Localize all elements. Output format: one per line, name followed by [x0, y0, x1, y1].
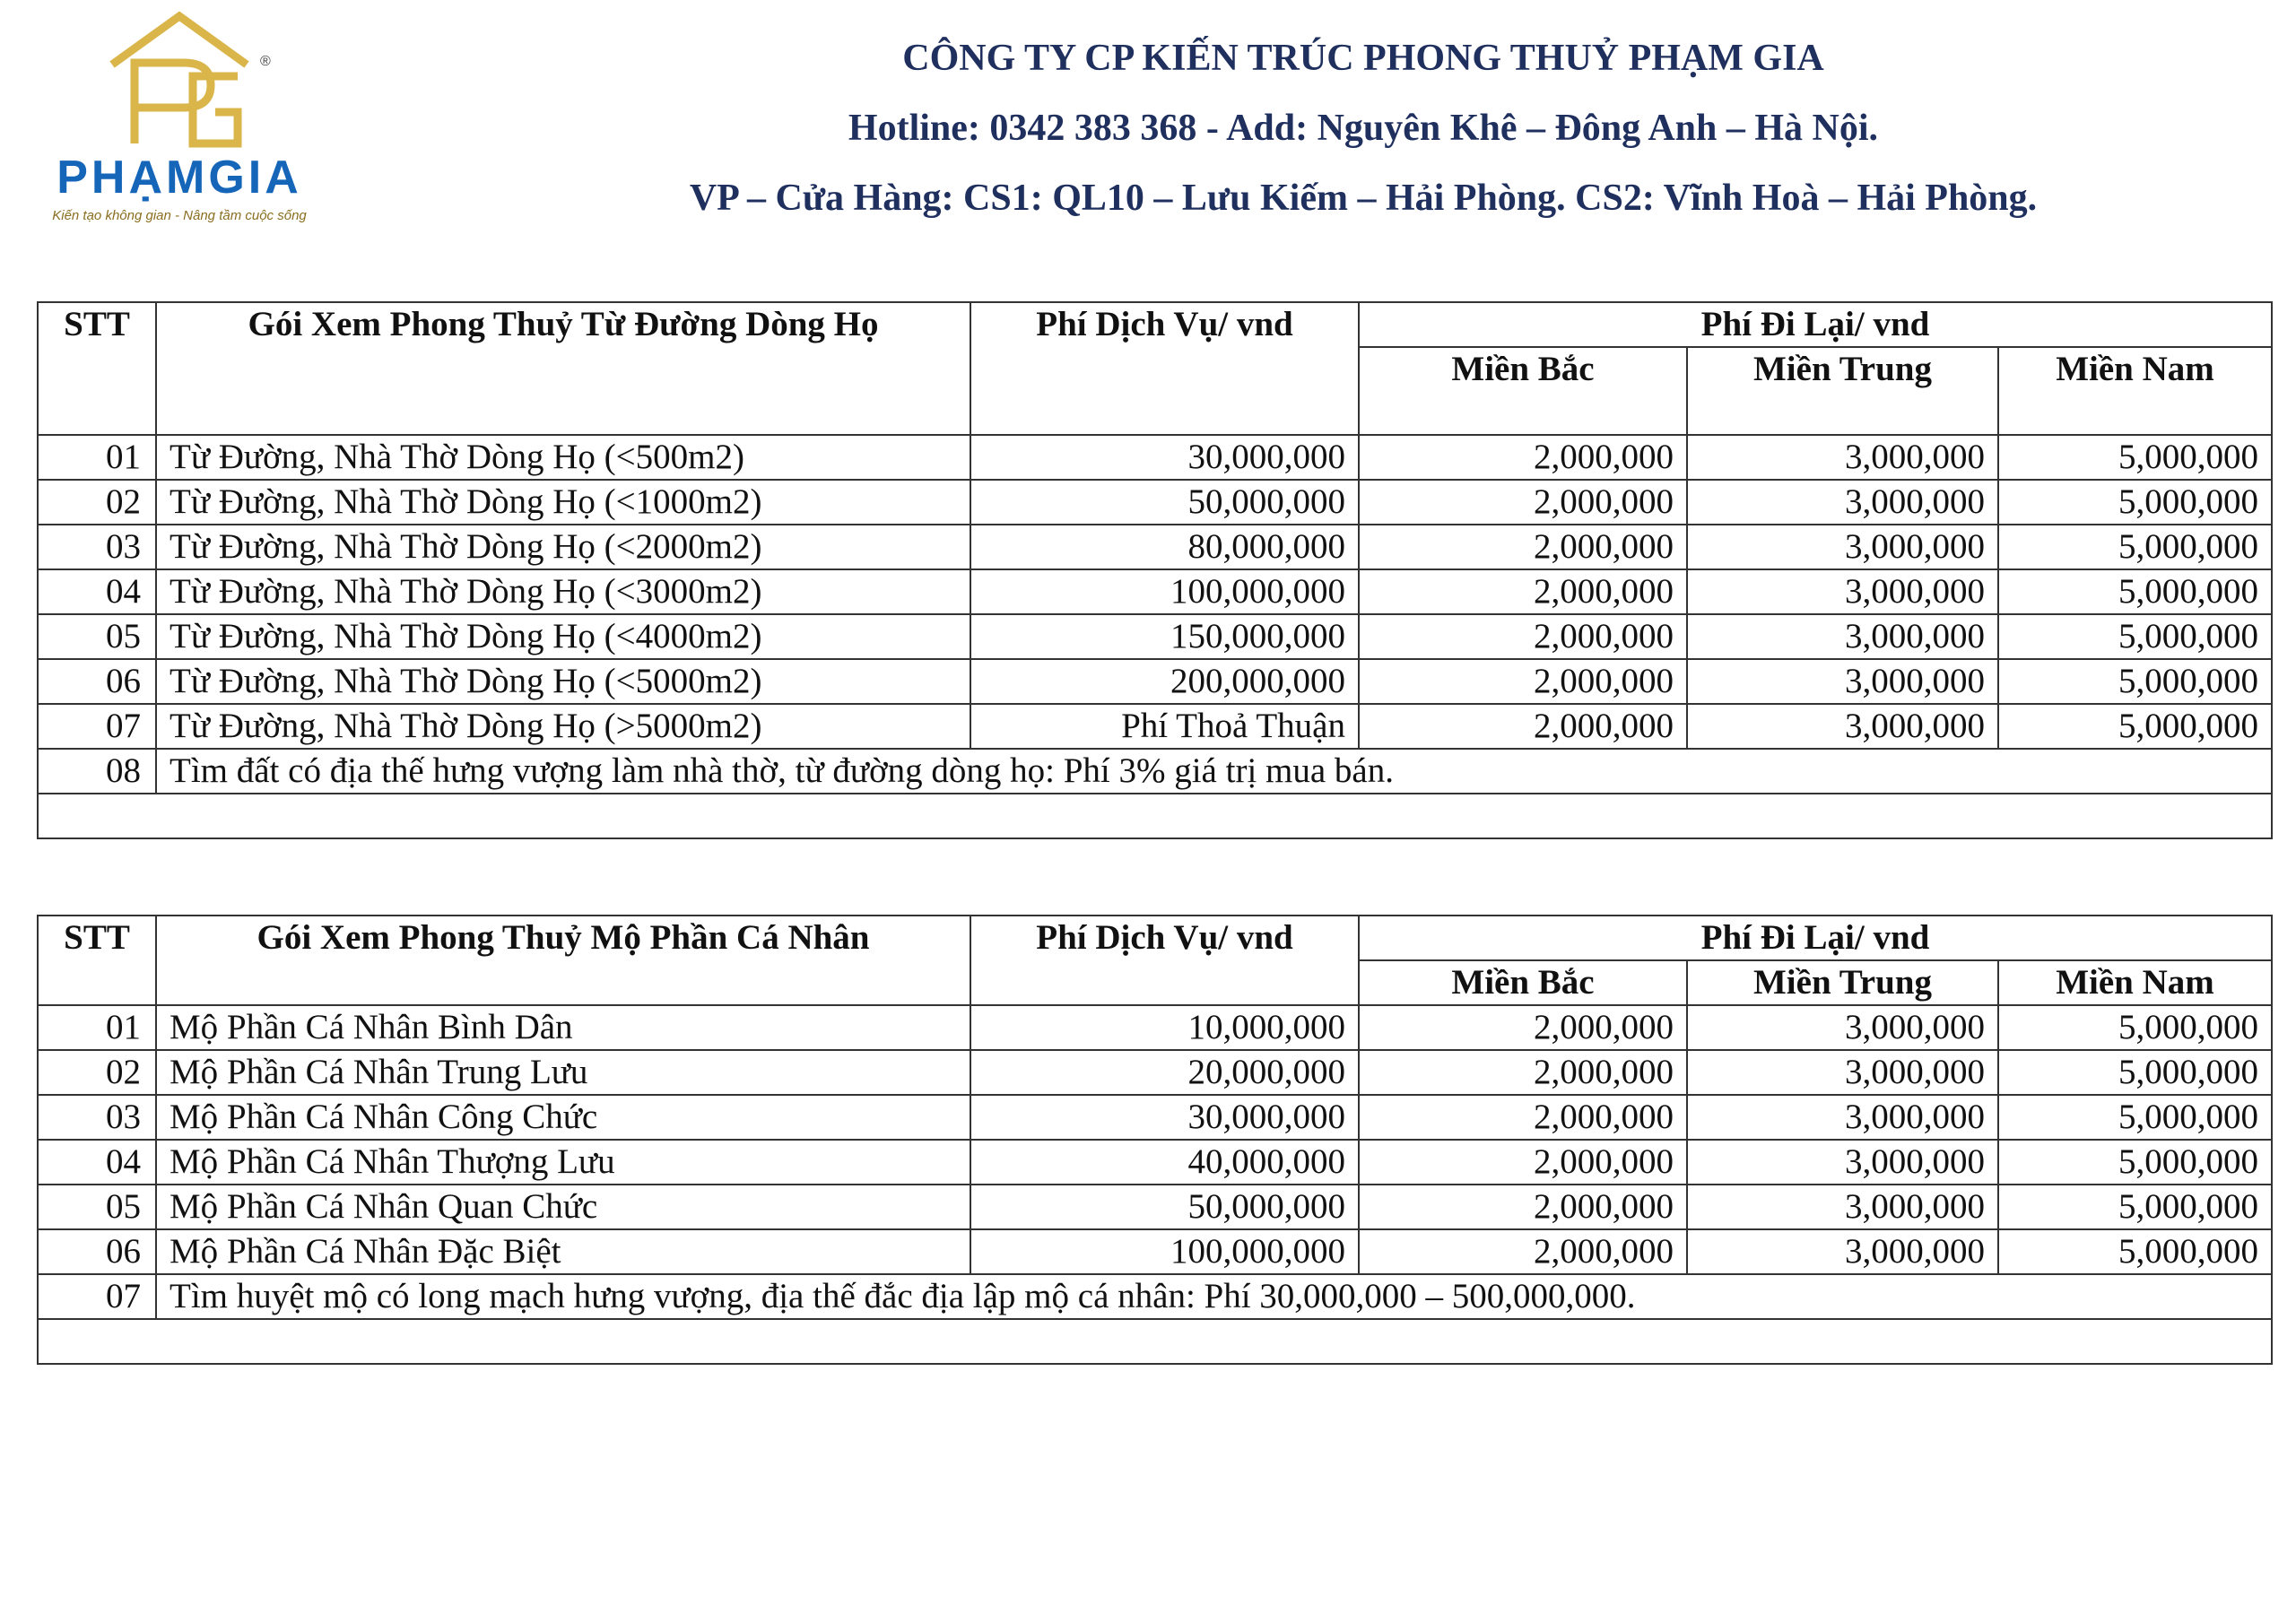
- table-row: [38, 1050, 2272, 1095]
- north-header: Miền Bắc: [1359, 347, 1687, 435]
- stt-cell: 07: [38, 1274, 156, 1319]
- company-logo: [27, 9, 332, 224]
- north-header: Miền Bắc: [1359, 960, 1687, 1005]
- package-name-cell: Từ Đường, Nhà Thờ Dòng Họ (<1000m2): [156, 480, 970, 525]
- table-row: [38, 1095, 2272, 1140]
- central-fee-cell: 3,000,000: [1687, 525, 1998, 569]
- service-fee-cell: 10,000,000: [970, 1005, 1359, 1050]
- service-fee-cell: 50,000,000: [970, 480, 1359, 525]
- table-row: [38, 614, 2272, 659]
- north-fee-cell: 2,000,000: [1359, 614, 1687, 659]
- travel-fee-header: Phí Đi Lại/ vnd: [1359, 916, 2272, 960]
- note-cell: Tìm huyệt mộ có long mạch hưng vượng, địa thế đắc địa lập mộ cá nhân: Phí 30,000,000 – 500,000,000.: [156, 1274, 2272, 1319]
- ancestral-hall-price-table: [37, 301, 2273, 839]
- north-fee-cell: 2,000,000: [1359, 1229, 1687, 1274]
- package-name-cell: Mộ Phần Cá Nhân Thượng Lưu: [156, 1140, 970, 1185]
- package-name-cell: Từ Đường, Nhà Thờ Dòng Họ (<3000m2): [156, 569, 970, 614]
- table-row: [38, 704, 2272, 749]
- package-header: Gói Xem Phong Thuỷ Mộ Phần Cá Nhân: [156, 916, 970, 1005]
- north-fee-cell: 2,000,000: [1359, 1140, 1687, 1185]
- north-fee-cell: 2,000,000: [1359, 659, 1687, 704]
- house-pg-logo-icon: [103, 9, 256, 152]
- service-fee-cell: 40,000,000: [970, 1140, 1359, 1185]
- north-fee-cell: 2,000,000: [1359, 704, 1687, 749]
- service-fee-cell: 30,000,000: [970, 435, 1359, 480]
- south-fee-cell: 5,000,000: [1998, 1140, 2272, 1185]
- north-fee-cell: 2,000,000: [1359, 435, 1687, 480]
- service-fee-cell: 100,000,000: [970, 1229, 1359, 1274]
- empty-row: [38, 1319, 2272, 1364]
- north-fee-cell: 2,000,000: [1359, 480, 1687, 525]
- north-fee-cell: 2,000,000: [1359, 1185, 1687, 1229]
- central-fee-cell: 3,000,000: [1687, 1095, 1998, 1140]
- company-name: CÔNG TY CP KIẾN TRÚC PHONG THUỶ PHẠM GIA: [902, 38, 1824, 79]
- package-name-cell: Mộ Phần Cá Nhân Đặc Biệt: [156, 1229, 970, 1274]
- north-fee-cell: 2,000,000: [1359, 569, 1687, 614]
- table-row: [38, 569, 2272, 614]
- service-fee-header: Phí Dịch Vụ/ vnd: [970, 916, 1359, 1005]
- south-fee-cell: 5,000,000: [1998, 659, 2272, 704]
- table-row: [38, 435, 2272, 480]
- note-cell: Tìm đất có địa thế hưng vượng làm nhà thờ, từ đường dòng họ: Phí 3% giá trị mua bán.: [156, 749, 2272, 794]
- empty-cell: [38, 794, 2272, 838]
- north-fee-cell: 2,000,000: [1359, 1005, 1687, 1050]
- south-fee-cell: 5,000,000: [1998, 435, 2272, 480]
- stt-cell: 04: [38, 1140, 156, 1185]
- south-fee-cell: 5,000,000: [1998, 614, 2272, 659]
- note-row: [38, 1274, 2272, 1319]
- service-fee-cell: 200,000,000: [970, 659, 1359, 704]
- package-name-cell: Từ Đường, Nhà Thờ Dòng Họ (<5000m2): [156, 659, 970, 704]
- logo-wordmark: PHẠMGIA: [57, 152, 302, 204]
- table-row: [38, 659, 2272, 704]
- service-fee-cell: Phí Thoả Thuận: [970, 704, 1359, 749]
- central-header: Miền Trung: [1687, 960, 1998, 1005]
- registered-mark: ®: [260, 54, 271, 69]
- south-fee-cell: 5,000,000: [1998, 1095, 2272, 1140]
- package-name-cell: Từ Đường, Nhà Thờ Dòng Họ (>5000m2): [156, 704, 970, 749]
- company-header: [466, 23, 2260, 233]
- package-name-cell: Từ Đường, Nhà Thờ Dòng Họ (<500m2): [156, 435, 970, 480]
- note-row: [38, 749, 2272, 794]
- travel-fee-header: Phí Đi Lại/ vnd: [1359, 302, 2272, 347]
- central-fee-cell: 3,000,000: [1687, 1005, 1998, 1050]
- north-fee-cell: 2,000,000: [1359, 525, 1687, 569]
- table-row: [38, 1005, 2272, 1050]
- central-fee-cell: 3,000,000: [1687, 659, 1998, 704]
- stt-cell: 07: [38, 704, 156, 749]
- service-fee-header: Phí Dịch Vụ/ vnd: [970, 302, 1359, 435]
- logo-slogan: Kiến tạo không gian - Nâng tầm cuộc sống: [52, 208, 307, 223]
- central-fee-cell: 3,000,000: [1687, 435, 1998, 480]
- stt-cell: 01: [38, 435, 156, 480]
- south-fee-cell: 5,000,000: [1998, 480, 2272, 525]
- stt-cell: 01: [38, 1005, 156, 1050]
- stt-header: STT: [38, 916, 156, 1005]
- empty-cell: [38, 1319, 2272, 1364]
- stt-cell: 08: [38, 749, 156, 794]
- stt-cell: 06: [38, 659, 156, 704]
- package-name-cell: Mộ Phần Cá Nhân Trung Lưu: [156, 1050, 970, 1095]
- south-fee-cell: 5,000,000: [1998, 1005, 2272, 1050]
- empty-row: [38, 794, 2272, 838]
- central-header: Miền Trung: [1687, 347, 1998, 435]
- south-header: Miền Nam: [1998, 347, 2272, 435]
- north-fee-cell: 2,000,000: [1359, 1050, 1687, 1095]
- south-fee-cell: 5,000,000: [1998, 525, 2272, 569]
- package-name-cell: Mộ Phần Cá Nhân Quan Chức: [156, 1185, 970, 1229]
- stt-cell: 03: [38, 525, 156, 569]
- central-fee-cell: 3,000,000: [1687, 1140, 1998, 1185]
- stt-cell: 05: [38, 614, 156, 659]
- stt-cell: 03: [38, 1095, 156, 1140]
- service-fee-cell: 150,000,000: [970, 614, 1359, 659]
- central-fee-cell: 3,000,000: [1687, 704, 1998, 749]
- service-fee-cell: 30,000,000: [970, 1095, 1359, 1140]
- package-name-cell: Từ Đường, Nhà Thờ Dòng Họ (<2000m2): [156, 525, 970, 569]
- table-row: [38, 525, 2272, 569]
- package-name-cell: Mộ Phần Cá Nhân Công Chức: [156, 1095, 970, 1140]
- stt-cell: 06: [38, 1229, 156, 1274]
- south-fee-cell: 5,000,000: [1998, 569, 2272, 614]
- south-header: Miền Nam: [1998, 960, 2272, 1005]
- south-fee-cell: 5,000,000: [1998, 1229, 2272, 1274]
- personal-grave-price-table: [37, 915, 2273, 1365]
- hotline-address: Hotline: 0342 383 368 - Add: Nguyên Khê – Đông Anh – Hà Nội.: [848, 108, 1879, 149]
- table-body: [38, 1005, 2272, 1274]
- table-row: [38, 480, 2272, 525]
- service-fee-cell: 80,000,000: [970, 525, 1359, 569]
- stt-cell: 05: [38, 1185, 156, 1229]
- central-fee-cell: 3,000,000: [1687, 480, 1998, 525]
- package-name-cell: Từ Đường, Nhà Thờ Dòng Họ (<4000m2): [156, 614, 970, 659]
- central-fee-cell: 3,000,000: [1687, 614, 1998, 659]
- stt-header: STT: [38, 302, 156, 435]
- service-fee-cell: 100,000,000: [970, 569, 1359, 614]
- north-fee-cell: 2,000,000: [1359, 1095, 1687, 1140]
- table-row: [38, 1140, 2272, 1185]
- office-stores: VP – Cửa Hàng: CS1: QL10 – Lưu Kiếm – Hải Phòng. CS2: Vĩnh Hoà – Hải Phòng.: [689, 178, 2038, 219]
- central-fee-cell: 3,000,000: [1687, 1229, 1998, 1274]
- south-fee-cell: 5,000,000: [1998, 1185, 2272, 1229]
- south-fee-cell: 5,000,000: [1998, 1050, 2272, 1095]
- central-fee-cell: 3,000,000: [1687, 1185, 1998, 1229]
- service-fee-cell: 20,000,000: [970, 1050, 1359, 1095]
- stt-cell: 04: [38, 569, 156, 614]
- stt-cell: 02: [38, 1050, 156, 1095]
- table-body: [38, 435, 2272, 749]
- south-fee-cell: 5,000,000: [1998, 704, 2272, 749]
- table-row: [38, 1229, 2272, 1274]
- central-fee-cell: 3,000,000: [1687, 1050, 1998, 1095]
- table-row: [38, 1185, 2272, 1229]
- package-name-cell: Mộ Phần Cá Nhân Bình Dân: [156, 1005, 970, 1050]
- service-fee-cell: 50,000,000: [970, 1185, 1359, 1229]
- package-header: Gói Xem Phong Thuỷ Từ Đường Dòng Họ: [156, 302, 970, 435]
- stt-cell: 02: [38, 480, 156, 525]
- central-fee-cell: 3,000,000: [1687, 569, 1998, 614]
